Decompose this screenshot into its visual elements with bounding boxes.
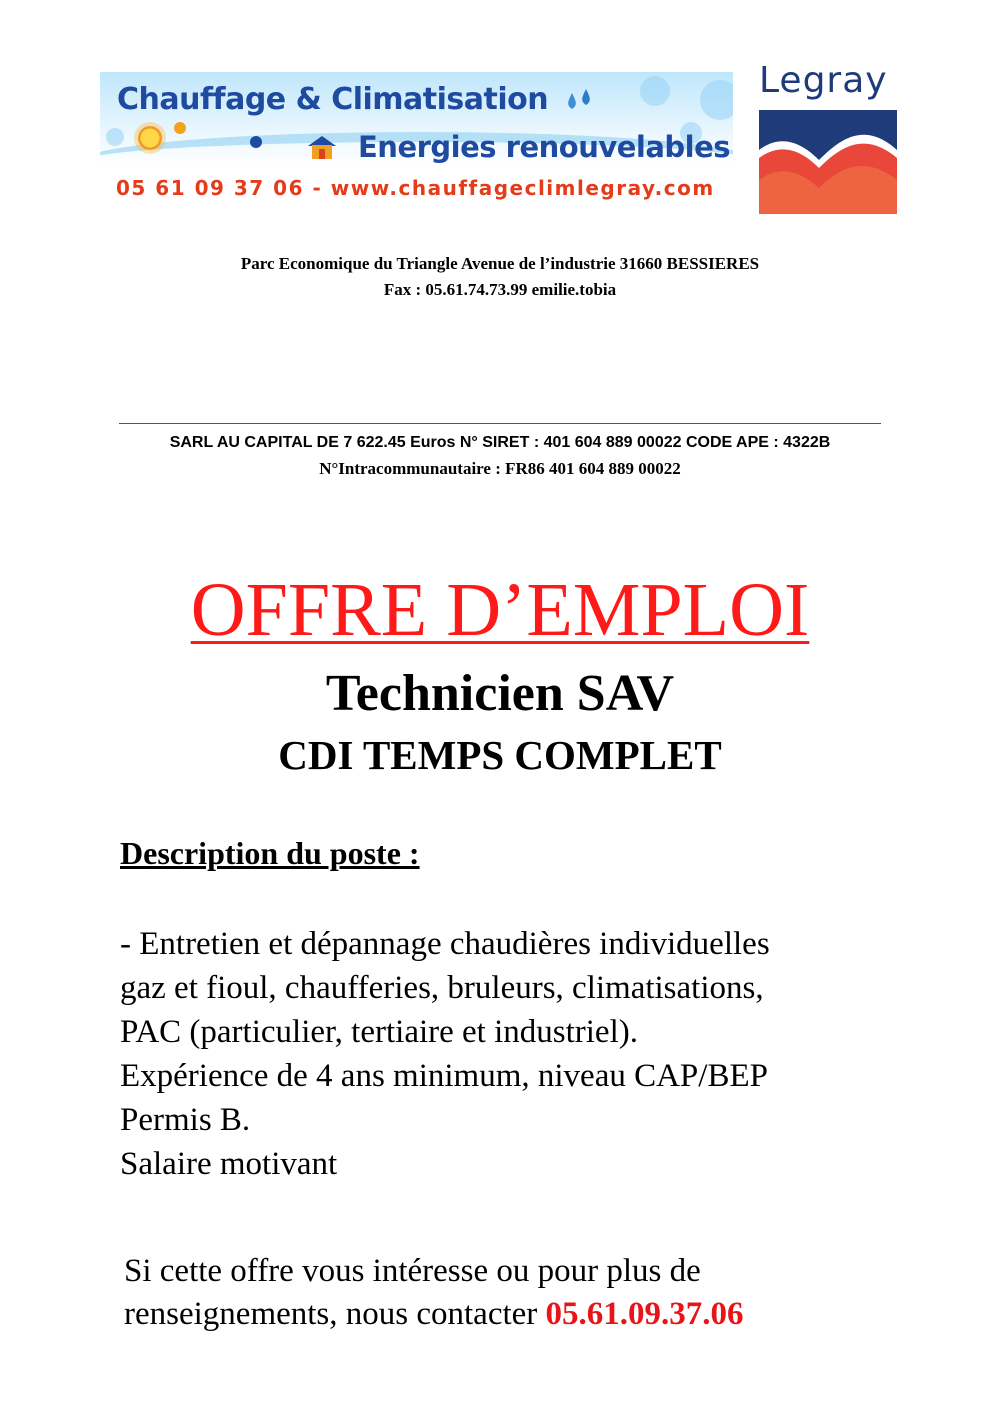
fax-email-line: Fax : 05.61.74.73.99 emilie.tobia bbox=[383, 280, 617, 299]
offer-title: OFFRE D’EMPLOI bbox=[190, 568, 810, 652]
water-drops-icon bbox=[562, 87, 602, 117]
divider bbox=[119, 423, 881, 424]
legray-logo bbox=[757, 60, 897, 215]
contact-call-to-action bbox=[124, 1250, 744, 1336]
description-line: Expérience de 4 ans minimum, niveau CAP/BEP bbox=[120, 1058, 768, 1094]
contact-line: Si cette offre vous intéresse ou pour plus de bbox=[124, 1253, 701, 1289]
vat-number: N°Intracommunautaire : FR86 401 604 889 00022 bbox=[319, 459, 681, 478]
house-icon bbox=[305, 134, 339, 160]
legal-info: SARL AU CAPITAL DE 7 622.45 Euros N° SIRET : 401 604 889 00022 CODE APE : 4322B bbox=[169, 434, 831, 451]
description-line: gaz et fioul, chaufferies, bruleurs, climatisations, bbox=[120, 970, 764, 1006]
company-banner bbox=[100, 72, 733, 206]
contact-phone: 05.61.09.37.06 bbox=[545, 1296, 744, 1332]
contact-line bbox=[124, 1293, 744, 1336]
logo-mark-icon bbox=[759, 110, 897, 214]
contact-text: renseignements, nous contacter bbox=[124, 1296, 546, 1332]
description-line: Permis B. bbox=[120, 1102, 251, 1138]
logo-text: Legray bbox=[759, 60, 888, 101]
banner-title: Chauffage & Climatisation bbox=[117, 82, 549, 117]
description-body bbox=[120, 922, 770, 1186]
description-line: PAC (particulier, tertiaire et industriel). bbox=[120, 1014, 638, 1050]
description-line: - Entretien et dépannage chaudières individuelles bbox=[120, 926, 770, 962]
sun-icon bbox=[138, 126, 162, 150]
contract-type: CDI TEMPS COMPLET bbox=[278, 732, 722, 778]
banner-subtitle: Energies renouvelables bbox=[358, 130, 731, 164]
description-heading: Description du poste : bbox=[120, 835, 420, 871]
address-line: Parc Economique du Triangle Avenue de l’industrie 31660 BESSIERES bbox=[240, 254, 760, 273]
banner-contact: 05 61 09 37 06 - www.chauffageclimlegray.com bbox=[116, 176, 715, 200]
job-title: Technicien SAV bbox=[325, 665, 675, 722]
description-line: Salaire motivant bbox=[120, 1146, 338, 1182]
